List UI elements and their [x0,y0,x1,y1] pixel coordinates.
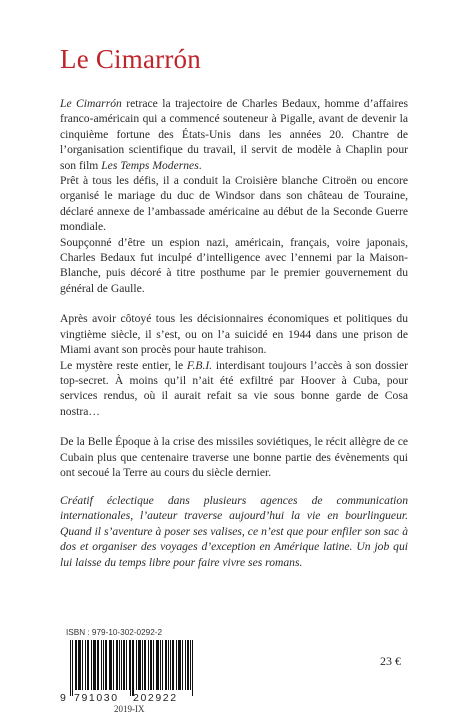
barcode-bar [119,640,120,690]
barcode-bar [111,640,112,690]
barcode-bar [91,640,92,690]
barcode-bar [176,640,177,690]
barcode-bar [110,640,111,690]
barcode-bar [140,640,141,690]
barcode-bar [190,640,191,690]
author-bio: Créatif éclectique dans plusieurs agences de communication internationales, l’auteur traverse aujourd’hui la vie en bourlingueur. Quand il s’aventure à poser ses valises, ce n’est que pour enfiler son sac à dos et organiser des voyages d’exception en Amérique latine. Un job qui lui laisse du temps libre pour faire vivre ses romans. [60,494,408,569]
barcode-bar [153,640,154,690]
fbi-italic: F.B.I. [186,358,213,372]
barcode-bar [165,640,166,690]
barcode-bar [185,640,186,690]
barcode-bar [116,640,117,690]
barcode-bar [85,640,86,690]
barcode-bar [126,640,127,690]
barcode-bar [70,640,71,696]
barcode-bars [60,640,194,696]
book-title: Le Cimarrón [60,44,201,74]
barcode-bar [72,640,73,696]
p1-end: . [198,158,202,172]
barcode-group-1: 791030 [74,692,119,704]
barcode-bar [162,640,163,690]
synopsis-paragraph-1 [60,96,408,173]
barcode-bar [132,640,133,696]
barcode-bar [182,640,183,690]
barcode-bar [78,640,79,690]
barcode-bar [187,640,188,690]
barcode-bar [103,640,104,690]
barcode-bar [95,640,96,690]
barcode-bar [76,640,77,690]
p5-start: Le mystère reste entier, le [60,358,187,372]
barcode-bar [97,640,98,690]
isbn-label: ISBN : 979-10-302-0292-2 [66,628,163,637]
synopsis-paragraph-6: De la Belle Époque à la crise des missiles soviétiques, le récit allègre de ce Cubain plus que centenaire traverse une bonne partie des évènements qui ont secoué la Terre au cours du siècle dernier. [60,435,408,479]
p5-text: interdisant toujours l’accès à son dossier top-secret. À moins qu’il n’ait été exfiltré par Hoover à Cuba, pour services rendus, où il aurait refait sa vie sous bonne garde de Cosa nostra… [60,358,408,418]
barcode-bar [158,640,159,690]
barcode-bar [160,640,161,690]
barcode-bar [129,640,130,690]
barcode-bar [179,640,180,690]
barcode-bar [88,640,89,690]
barcode-bar [123,640,124,690]
barcode-bar [138,640,139,690]
barcode-bar [142,640,143,690]
barcode-bar [80,640,81,690]
price: 23 € [380,654,401,668]
barcode-bar [124,640,125,690]
barcode-bar [79,640,80,690]
synopsis-paragraph-2: Prêt à tous les défis, il a conduit la Croisière blanche Citroën ou encore organisé le mariage du duc de Windsor dans son château de Touraine, déclaré annexe de l’ambassade américaine au début de la Seconde Guerre mondiale. [60,174,408,234]
barcode-bar [166,640,167,690]
barcode-bar [148,640,149,690]
barcode-bar [113,640,114,690]
barcode-bar [93,640,94,690]
barcode-bar [178,640,179,690]
barcode-bar [130,640,131,696]
barcode-bar [151,640,152,690]
barcode-bar [106,640,107,690]
barcode [60,640,194,704]
barcode-bar [121,640,122,690]
synopsis-paragraph-3: Soupçonné d’être un espion nazi, américain, français, voire japonais, Charles Bedaux fut inculpé d’intelligence avec l’ennemi par la Maison-Blanche, puis décoré à titre posthume par le premier gouvernement du général de Gaulle. [60,235,408,295]
barcode-bar [172,640,173,690]
film-title-italic: Les Temps Modernes [101,158,199,172]
barcode-bar [168,640,169,690]
barcode-bar [136,640,137,690]
barcode-bar [133,640,134,696]
barcode-bar [156,640,157,690]
barcode-bar [109,640,110,690]
barcode-bar [192,640,193,696]
barcode-bar [98,640,99,690]
barcode-bar [188,640,189,690]
barcode-bar [144,640,145,690]
p1-text: retrace la trajectoire de Charles Bedaux, homme d’affaires franco-américain qui a commencé souteneur à Pigalle, avant de devenir la cinquième fortune des États-Unis dans les années 20. Chantre de l’organisation scientifique du travail, il servit de modèle à Chaplin pour son film [60,97,408,172]
synopsis-paragraph-5 [60,358,408,420]
edition-code: 2019-IX [114,704,145,714]
barcode-bar [150,640,151,690]
barcode-lead-digit: 9 [60,692,66,704]
barcode-bar [173,640,174,690]
barcode-bar [105,640,106,690]
barcode-bar [139,640,140,690]
barcode-bar [145,640,146,690]
title-italic: Le Cimarrón [60,97,122,110]
synopsis [60,96,408,480]
barcode-bar [180,640,181,690]
barcode-bar [82,640,83,690]
barcode-bar [117,640,118,690]
barcode-bar [87,640,88,690]
synopsis-paragraph-4: Après avoir côtoyé tous les décisionnaires économiques et politiques du vingtième siècle, il s’est, ou on l’a suicidé en 1944 dans une prison de Miami avant son procès pour haute trahison. [60,312,408,357]
barcode-group-2: 202922 [133,692,178,704]
barcode-bar [75,640,76,690]
barcode-bar [157,640,158,690]
barcode-bar [101,640,102,690]
barcode-bar [170,640,171,690]
barcode-bar [94,640,95,690]
